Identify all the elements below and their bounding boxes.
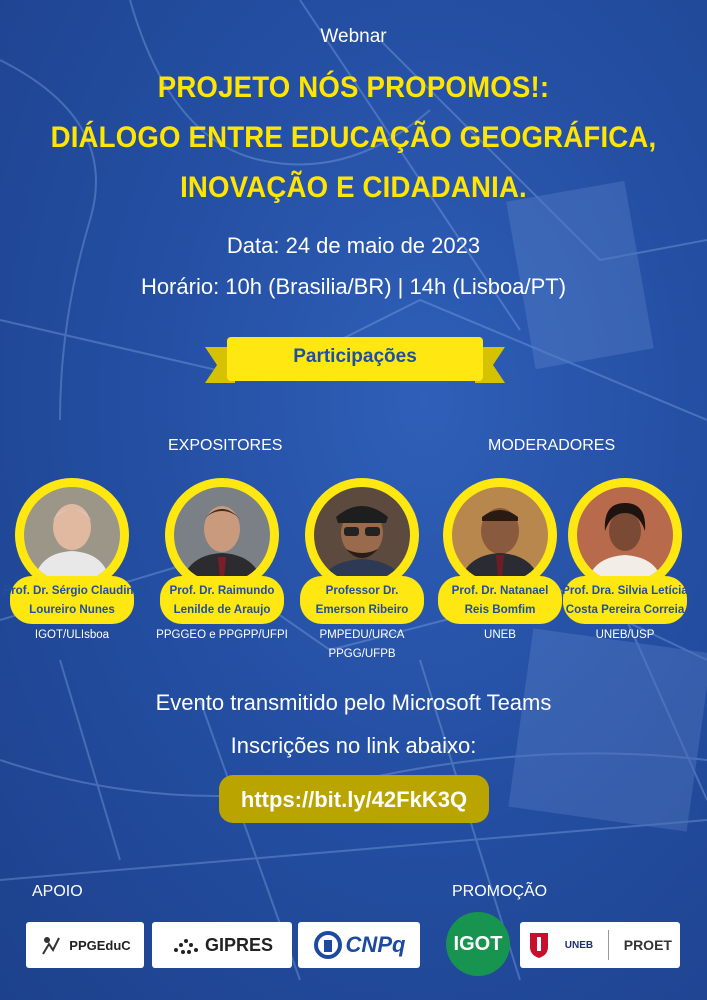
uneb-proet-logo xyxy=(520,922,680,968)
speaker-name-box xyxy=(3,576,141,624)
avatar-frame xyxy=(165,478,279,592)
speaker-name-box xyxy=(160,576,284,624)
moderadores-label: MODERADORES xyxy=(488,437,616,454)
speaker-affiliation-line-1: UNEB/USP xyxy=(595,629,655,641)
gipres-logo xyxy=(152,922,292,968)
speaker-name-box xyxy=(563,576,687,624)
ppgeduc-logo-text: PPGEduC xyxy=(69,937,131,953)
gipres-dots-icon xyxy=(171,932,201,958)
apoio-label: APOIO xyxy=(32,883,83,900)
speaker-affiliation-line-1: UNEB xyxy=(484,629,516,641)
avatar xyxy=(452,487,548,583)
speaker-name-line-1: Prof. Dra. Silvia Letícia xyxy=(562,584,688,597)
speaker-affiliation xyxy=(553,626,697,645)
speaker-affiliation-line-1: PPGGEO e PPGPP/UFPI xyxy=(156,629,288,641)
speaker-affiliation xyxy=(428,626,572,645)
gipres-logo-text: GIPRES xyxy=(204,934,274,955)
speaker-name-line-1: Prof. Dr. Sérgio Claudino xyxy=(3,584,141,597)
promocao-label: PROMOÇÃO xyxy=(452,883,548,900)
title-line-2: DIÁLOGO ENTRE EDUCAÇÃO GEOGRÁFICA, xyxy=(50,121,657,154)
avatar-frame xyxy=(443,478,557,592)
uneb-crest-icon xyxy=(528,931,550,959)
speaker-affiliation xyxy=(0,626,144,645)
speaker-name-line-1: Prof. Dr. Natanael xyxy=(451,584,549,597)
cnpq-logo-text: CNPq xyxy=(345,932,406,957)
speaker-name-line-2: Reis Bomfim xyxy=(464,603,536,616)
cnpq-emblem-icon xyxy=(313,930,343,960)
speaker-name-line-2: Costa Pereira Correia xyxy=(565,603,685,616)
event-type-label: Webnar xyxy=(320,26,387,47)
logo-divider xyxy=(608,930,609,960)
avatar xyxy=(24,487,120,583)
speaker-affiliation xyxy=(150,626,294,645)
speaker-name-line-2: Emerson Ribeiro xyxy=(315,603,409,616)
igot-logo xyxy=(446,912,510,976)
platform-notice: Evento transmitido pelo Microsoft Teams xyxy=(155,690,552,715)
speaker-name-box xyxy=(438,576,562,624)
participacoes-label: Participações xyxy=(293,346,417,367)
igot-logo-text: IGOT xyxy=(453,932,503,955)
title-line-3: INOVAÇÃO E CIDADANIA. xyxy=(180,171,527,204)
avatar xyxy=(314,487,410,583)
speaker-name-line-1: Prof. Dr. Raimundo xyxy=(169,584,275,597)
uneb-logo-text: UNEB xyxy=(564,939,594,951)
registration-notice: Inscrições no link abaixo: xyxy=(230,733,477,758)
registration-link[interactable]: https://bit.ly/42FkK3Q xyxy=(240,787,468,812)
speaker-name-line-1: Professor Dr. xyxy=(325,584,399,597)
speaker-affiliation-line-2: PPGG/UFPB xyxy=(328,648,396,660)
ppgeduc-emblem-icon xyxy=(39,932,65,958)
expositores-label: EXPOSITORES xyxy=(168,437,283,454)
avatar-frame xyxy=(305,478,419,592)
ppgeduc-logo xyxy=(26,922,144,968)
avatar-frame xyxy=(15,478,129,592)
avatar xyxy=(174,487,270,583)
event-date: Data: 24 de maio de 2023 xyxy=(226,233,481,258)
speaker-name-line-2: Lenilde de Araujo xyxy=(173,603,271,616)
speaker-affiliation-line-1: PMPEDU/URCA xyxy=(319,629,405,641)
proet-logo-text: PROET xyxy=(623,937,672,953)
avatar-frame xyxy=(568,478,682,592)
speaker-affiliation-line-1: IGOT/ULIsboa xyxy=(34,629,110,641)
cnpq-logo xyxy=(298,922,420,968)
event-time: Horário: 10h (Brasilia/BR) | 14h (Lisboa/PT) xyxy=(140,274,567,299)
speaker-affiliation xyxy=(290,626,434,664)
speaker-name-box xyxy=(300,576,424,624)
avatar xyxy=(577,487,673,583)
title-line-1: PROJETO NÓS PROPOMOS!: xyxy=(157,71,550,104)
speaker-name-line-2: Loureiro Nunes xyxy=(29,603,115,616)
